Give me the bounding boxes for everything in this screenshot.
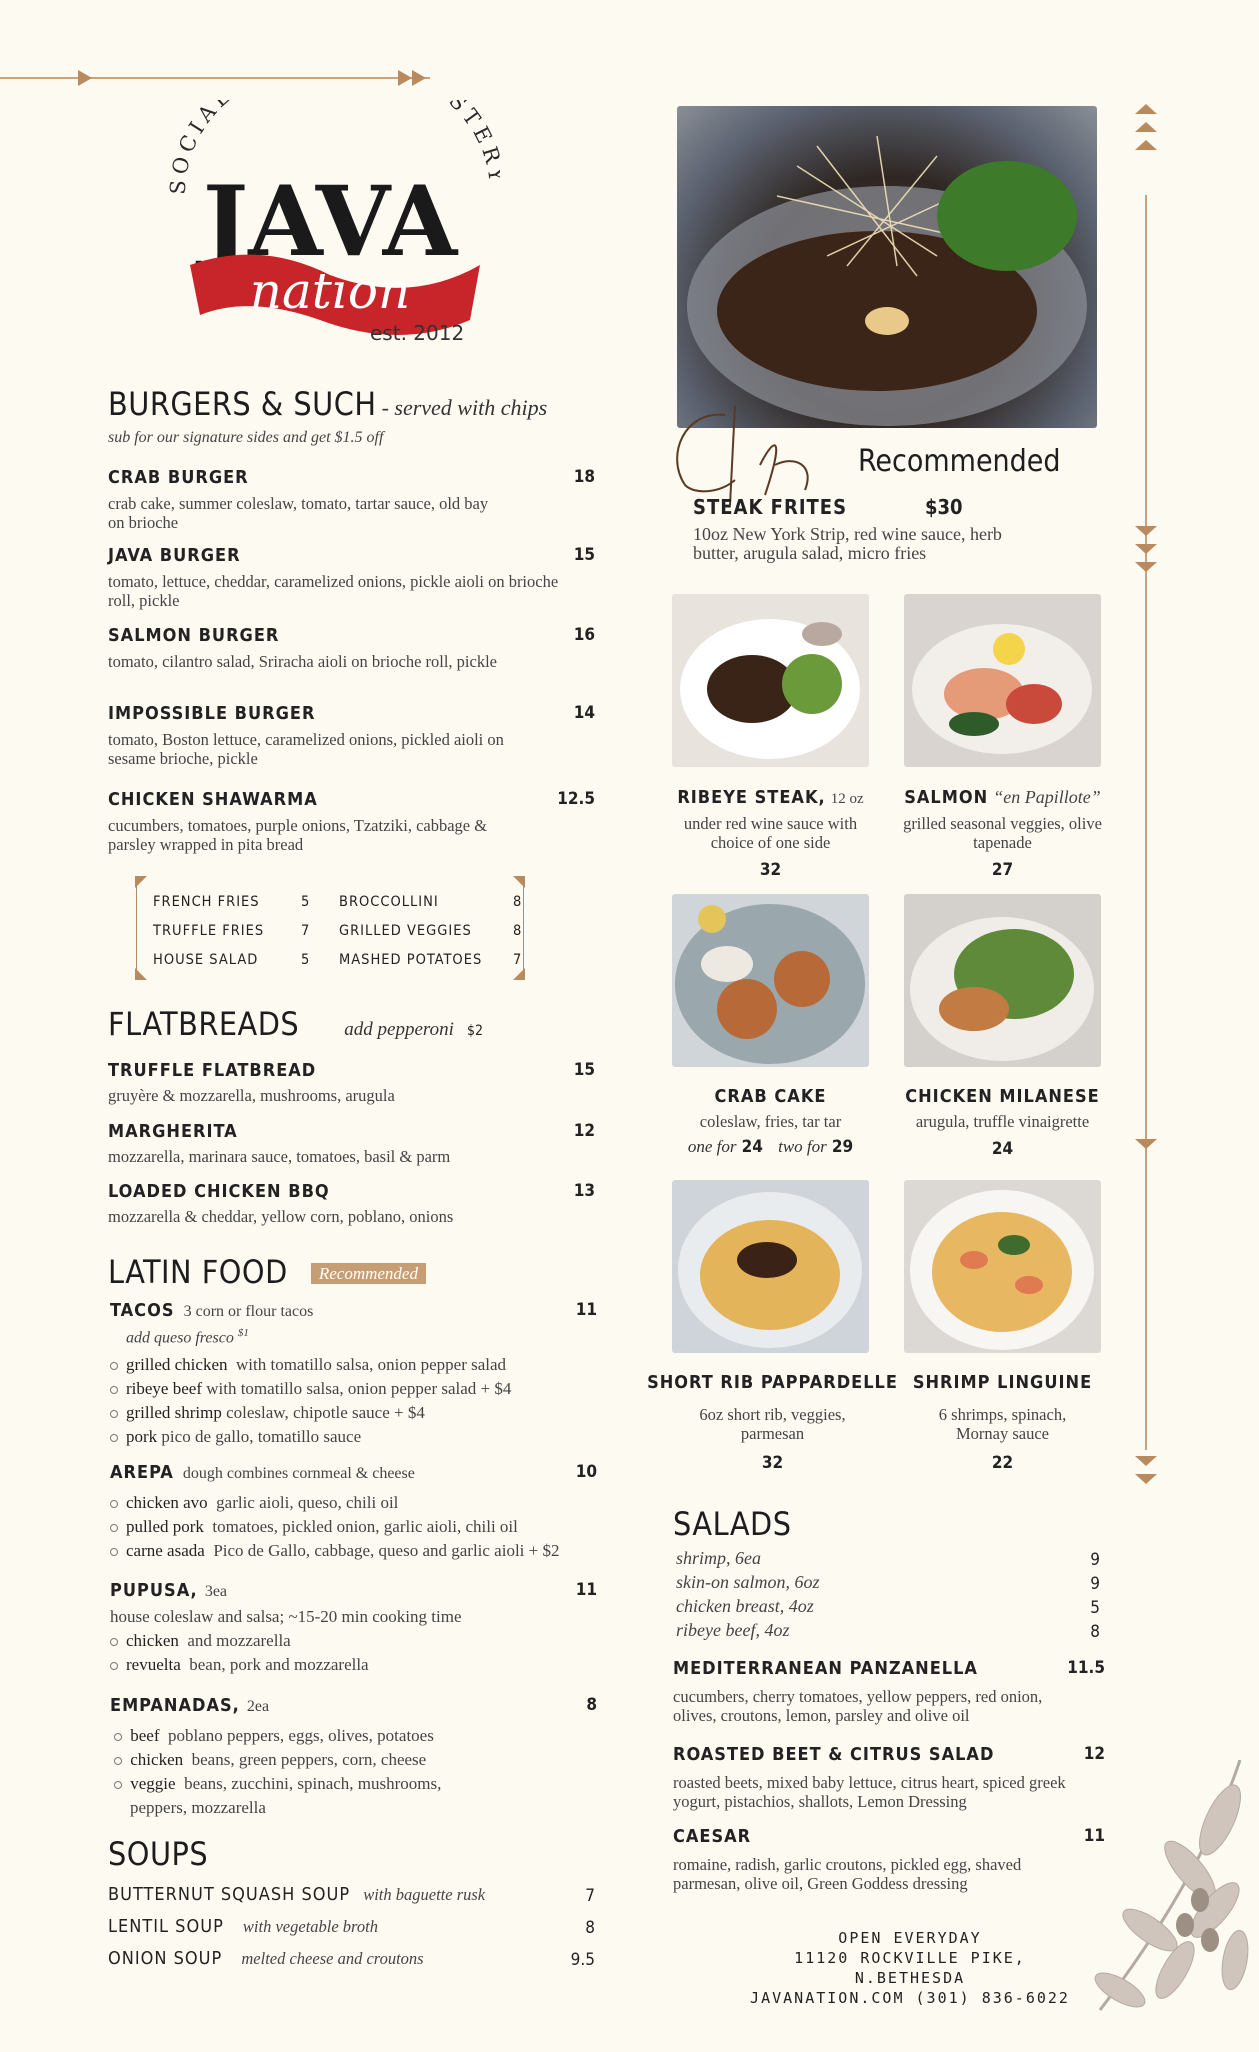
menu-item	[673, 1826, 1105, 1893]
dish-name: RIBEYE STEAK,	[677, 787, 826, 808]
item-price: 12	[1083, 1744, 1105, 1764]
item-price: 16	[573, 625, 595, 645]
triple-arrow-up-icon	[1133, 100, 1159, 160]
item-name: ONION SOUP	[108, 1948, 223, 1969]
item-name: IMPOSSIBLE BURGER	[108, 703, 316, 724]
item-name: AREPA	[110, 1462, 174, 1483]
flatbreads-note-price: $2	[466, 1023, 483, 1039]
dish-short-rib	[640, 1372, 905, 1473]
option-name: chicken	[130, 1750, 184, 1769]
item-name: CRAB BURGER	[108, 467, 249, 488]
ribeye-photo	[672, 594, 869, 767]
add-on-price: $1	[237, 1327, 249, 1339]
latin-section	[108, 1253, 608, 1291]
addon-price: 9	[1090, 1574, 1100, 1594]
addon-price: 8	[1090, 1622, 1100, 1642]
menu-item	[108, 1916, 595, 1937]
dish-price: 32	[761, 1453, 784, 1473]
burgers-note: sub for our signature sides and get $1.5 off	[108, 429, 384, 446]
item-desc: romaine, radish, garlic croutons, pickled egg, shaved parmesan, olive oil, Green Goddess dressing	[673, 1855, 1022, 1893]
dish-name: SHORT RIB PAPPARDELLE	[647, 1372, 898, 1393]
menu-item	[108, 625, 595, 671]
item-detail: 3ea	[204, 1583, 228, 1600]
sides-box	[136, 878, 524, 978]
option-row	[110, 1629, 597, 1653]
item-detail: 2ea	[246, 1698, 270, 1715]
item-name: BUTTERNUT SQUASH SOUP	[108, 1884, 351, 1905]
menu-item	[673, 1744, 1105, 1811]
item-price: 9.5	[570, 1950, 595, 1970]
menu-item	[108, 1121, 595, 1166]
price-label: two for	[778, 1137, 827, 1156]
item-detail: 3 corn or flour tacos	[183, 1303, 314, 1320]
top-rule	[0, 77, 430, 79]
dish-name: SHRIMP LINGUINE	[912, 1372, 1093, 1393]
logo-arc-text: SOCIA STE	[165, 100, 499, 196]
dish-extra: “en Papillote”	[993, 787, 1101, 807]
dish-desc: 6 shrimps, spinach, Mornay sauce	[938, 1405, 1067, 1443]
side-price: 5	[301, 952, 311, 968]
item-price: 18	[573, 467, 595, 487]
option-name: revuelta	[126, 1655, 181, 1674]
dish-price: 27	[991, 860, 1014, 880]
dish-desc: coleslaw, fries, tar tar	[699, 1112, 842, 1131]
side-name: HOUSE SALAD	[153, 952, 259, 968]
arepa-item	[110, 1462, 597, 1563]
option-desc: tomatoes, pickled onion, garlic aioli, chili oil	[212, 1517, 518, 1536]
item-name: LOADED CHICKEN BBQ	[108, 1181, 330, 1202]
menu-item	[108, 1884, 595, 1905]
arrow-right-icon	[76, 68, 96, 88]
short-rib-photo	[672, 1180, 869, 1353]
corner-icon	[513, 876, 525, 888]
addon-name: ribeye beef, 4oz	[676, 1620, 790, 1640]
option-row	[110, 1353, 597, 1377]
item-note: melted cheese and croutons	[241, 1949, 424, 1968]
side-name: GRILLED VEGGIES	[339, 923, 472, 939]
footer-hours: OPEN EVERYDAY	[838, 1929, 982, 1947]
recommended-badge: Recommended	[311, 1263, 426, 1284]
item-name: TACOS	[110, 1300, 175, 1321]
corner-icon	[513, 968, 525, 980]
side-price: 5	[301, 894, 311, 910]
item-price: 12.5	[557, 789, 595, 809]
addon-row	[676, 1596, 1100, 1620]
option-name: pulled pork	[126, 1517, 204, 1536]
footer-contact: JAVANATION.COM (301) 836-6022	[750, 1989, 1070, 2007]
side-name: FRENCH FRIES	[153, 894, 260, 910]
dish-salmon	[880, 787, 1125, 880]
item-price: 10	[575, 1462, 597, 1482]
flatbreads-section	[108, 1005, 595, 1043]
option-cont: peppers, mozzarella	[130, 1798, 266, 1817]
addon-row	[676, 1548, 1100, 1572]
addon-row	[676, 1620, 1100, 1644]
double-arrow-right-icon	[396, 68, 430, 88]
addon-price: 5	[1090, 1598, 1100, 1618]
option-row	[110, 1772, 597, 1796]
steak-frites-photo	[677, 106, 1097, 428]
option-row	[110, 1724, 597, 1748]
addon-price: 9	[1090, 1550, 1100, 1570]
feature-item	[693, 495, 1093, 563]
item-price: 15	[573, 1060, 595, 1080]
latin-title: LATIN FOOD	[108, 1253, 288, 1291]
item-price: 14	[573, 703, 595, 723]
side-price: 7	[513, 952, 523, 968]
menu-item	[108, 545, 595, 610]
item-price: 8	[585, 1918, 595, 1938]
option-desc: pico de gallo, tomatillo sauce	[161, 1427, 362, 1447]
item-note: with baguette rusk	[363, 1885, 486, 1904]
item-price: 7	[585, 1886, 595, 1906]
item-desc: 10oz New York Strip, red wine sauce, herb butter, arugula salad, micro fries	[693, 524, 1002, 563]
item-name: TRUFFLE FLATBREAD	[108, 1060, 317, 1081]
dish-price: 32	[759, 860, 782, 880]
item-desc: house coleslaw and salsa; ~15-20 min cooking time	[110, 1607, 462, 1626]
salmon-photo	[904, 594, 1101, 767]
dish-desc: under red wine sauce with choice of one side	[683, 814, 858, 852]
item-price: 8	[586, 1695, 597, 1715]
option-desc: and mozzarella	[187, 1631, 291, 1650]
dish-name: SALMON	[904, 787, 989, 808]
dish-price: 24	[741, 1137, 763, 1157]
burgers-section	[108, 385, 588, 447]
salads-title: SALADS	[673, 1505, 792, 1543]
item-desc: crab cake, summer coleslaw, tomato, tartar sauce, old bay on brioche	[108, 494, 489, 532]
option-row	[110, 1539, 597, 1563]
dish-price: 22	[991, 1453, 1014, 1473]
option-row	[110, 1401, 597, 1425]
option-name: ribeye beef	[126, 1379, 202, 1399]
dish-extra: 12 oz	[830, 791, 864, 807]
dish-chicken-milanese	[880, 1086, 1125, 1159]
option-desc: beans, green peppers, corn, cheese	[191, 1750, 427, 1769]
menu-item	[108, 703, 595, 768]
burgers-title: BURGERS & SUCH	[108, 385, 377, 423]
menu-item	[673, 1658, 1105, 1725]
option-row	[110, 1377, 597, 1401]
item-name: STEAK FRITES	[693, 495, 848, 519]
item-desc: cucumbers, tomatoes, purple onions, Tzatziki, cabbage & parsley wrapped in pita bread	[108, 816, 488, 854]
option-name: pork	[126, 1427, 158, 1447]
burgers-subtitle: - served with chips	[381, 395, 548, 420]
item-name: CAESAR	[673, 1826, 752, 1847]
item-name: EMPANADAS,	[110, 1695, 240, 1716]
soups-title: SOUPS	[108, 1835, 209, 1873]
item-price: 11	[1083, 1826, 1105, 1846]
option-desc: bean, pork and mozzarella	[189, 1655, 369, 1674]
option-desc: poblano peppers, eggs, olives, potatoes	[168, 1726, 434, 1745]
shrimp-linguine-photo	[904, 1180, 1101, 1353]
side-price: 8	[513, 923, 523, 939]
option-name: carne asada	[126, 1541, 205, 1560]
item-name: JAVA BURGER	[108, 545, 241, 566]
item-price: 15	[573, 545, 595, 565]
empanadas-item	[110, 1695, 597, 1820]
option-name: grilled chicken	[126, 1355, 228, 1375]
triple-arrow-down-icon	[1133, 522, 1159, 582]
option-row	[110, 1491, 597, 1515]
option-name: grilled shrimp	[126, 1403, 222, 1423]
logo-est: est. 2012	[370, 321, 465, 345]
option-desc: garlic aioli, queso, chili oil	[216, 1493, 399, 1512]
option-name: chicken avo	[126, 1493, 208, 1512]
item-desc: tomato, Boston lettuce, caramelized onions, pickled aioli on sesame brioche, pickle	[108, 730, 504, 768]
salad-addons	[676, 1548, 1100, 1644]
addon-row	[676, 1572, 1100, 1596]
dish-name: CHICKEN MILANESE	[905, 1086, 1100, 1107]
corner-icon	[135, 968, 147, 980]
right-rule	[1145, 195, 1147, 1450]
flatbreads-title: FLATBREADS	[108, 1005, 300, 1043]
option-desc: with tomatillo salsa, onion pepper salad + $4	[206, 1379, 512, 1399]
price-label: one for	[687, 1137, 737, 1156]
dish-crab-cake	[648, 1086, 893, 1157]
item-price: 12	[573, 1121, 595, 1141]
dish-desc: arugula, truffle vinaigrette	[915, 1112, 1090, 1131]
item-price: 11.5	[1067, 1658, 1105, 1678]
option-name: beef	[130, 1726, 160, 1745]
dish-ribeye	[648, 787, 893, 880]
item-name: ROASTED BEET & CITRUS SALAD	[673, 1744, 995, 1765]
item-note: with vegetable broth	[242, 1917, 378, 1936]
dish-desc: grilled seasonal veggies, olive tapenade	[903, 814, 1102, 852]
dish-price: 29	[831, 1137, 854, 1157]
addon-name: chicken breast, 4oz	[676, 1596, 814, 1616]
option-desc: with tomatillo salsa, onion pepper salad	[236, 1355, 507, 1375]
menu-item	[108, 1060, 595, 1105]
side-price: 7	[301, 923, 311, 939]
menu-item	[108, 1181, 595, 1226]
double-arrow-down-icon	[1133, 1452, 1159, 1488]
option-row	[110, 1425, 597, 1449]
arrow-down-icon	[1133, 1135, 1159, 1153]
item-detail: dough combines cornmeal & cheese	[182, 1465, 415, 1482]
item-desc: cucumbers, cherry tomatoes, yellow peppers, red onion, olives, croutons, lemon, parsley and olive oil	[673, 1687, 1043, 1725]
footer-address: 11120 ROCKVILLE PIKE, N.BETHESDA	[794, 1949, 1026, 1987]
side-name: MASHED POTATOES	[339, 952, 483, 968]
menu-item	[108, 1948, 595, 1969]
item-name: CHICKEN SHAWARMA	[108, 789, 318, 810]
chef-label: Recommended	[858, 444, 1061, 479]
menu-item	[108, 467, 595, 532]
item-desc: roasted beets, mixed baby lettuce, citrus heart, spiced greek yogurt, pistachios, shallots, Lemon Dressing	[673, 1773, 1066, 1811]
item-price: $30	[925, 495, 963, 519]
item-name: MEDITERRANEAN PANZANELLA	[673, 1658, 978, 1679]
dish-price: 24	[991, 1139, 1014, 1159]
option-name: veggie	[130, 1774, 176, 1793]
logo-name: JAVA	[202, 165, 458, 278]
menu-item	[108, 789, 595, 854]
side-price: 8	[513, 894, 523, 910]
item-name: LENTIL SOUP	[108, 1916, 224, 1937]
tacos-item	[110, 1300, 597, 1449]
item-name: MARGHERITA	[108, 1121, 238, 1142]
pupusa-item	[110, 1580, 597, 1677]
addon-name: shrimp, 6ea	[676, 1548, 761, 1568]
option-name: chicken	[126, 1631, 179, 1650]
dish-desc: 6oz short rib, veggies, parmesan	[699, 1405, 846, 1443]
item-price: 11	[575, 1300, 597, 1320]
footer	[740, 1928, 1080, 2008]
item-desc: mozzarella & cheddar, yellow corn, poblano, onions	[108, 1207, 454, 1226]
flatbreads-note: add pepperoni	[344, 1019, 454, 1040]
item-name: PUPUSA,	[110, 1580, 198, 1601]
option-desc: Pico de Gallo, cabbage, queso and garlic aioli + $2	[213, 1541, 560, 1560]
item-desc: tomato, cilantro salad, Sriracha aioli on brioche roll, pickle	[108, 652, 497, 671]
dish-shrimp-linguine	[880, 1372, 1125, 1473]
chicken-milanese-photo	[904, 894, 1101, 1067]
add-on: add queso fresco	[126, 1329, 234, 1347]
dish-name: CRAB CAKE	[714, 1086, 827, 1107]
corner-icon	[135, 876, 147, 888]
item-price: 13	[573, 1181, 595, 1201]
item-name: SALMON BURGER	[108, 625, 280, 646]
option-row	[110, 1653, 597, 1677]
option-row	[110, 1515, 597, 1539]
option-row	[110, 1748, 597, 1772]
logo-script: nation	[249, 262, 411, 320]
option-desc: coleslaw, chipotle sauce + $4	[226, 1403, 425, 1423]
item-desc: mozzarella, marinara sauce, tomatoes, basil & parm	[108, 1147, 451, 1166]
logo	[160, 100, 500, 350]
side-name: TRUFFLE FRIES	[153, 923, 265, 939]
item-price: 11	[575, 1580, 597, 1600]
crab-cake-photo	[672, 894, 869, 1067]
side-name: BROCCOLLINI	[339, 894, 439, 910]
addon-name: skin-on salmon, 6oz	[676, 1572, 820, 1592]
item-desc: tomato, lettuce, cheddar, caramelized onions, pickle aioli on brioche roll, pickle	[108, 572, 559, 610]
option-desc: beans, zucchini, spinach, mushrooms,	[184, 1774, 442, 1793]
item-desc: gruyère & mozzarella, mushrooms, arugula	[108, 1086, 395, 1105]
